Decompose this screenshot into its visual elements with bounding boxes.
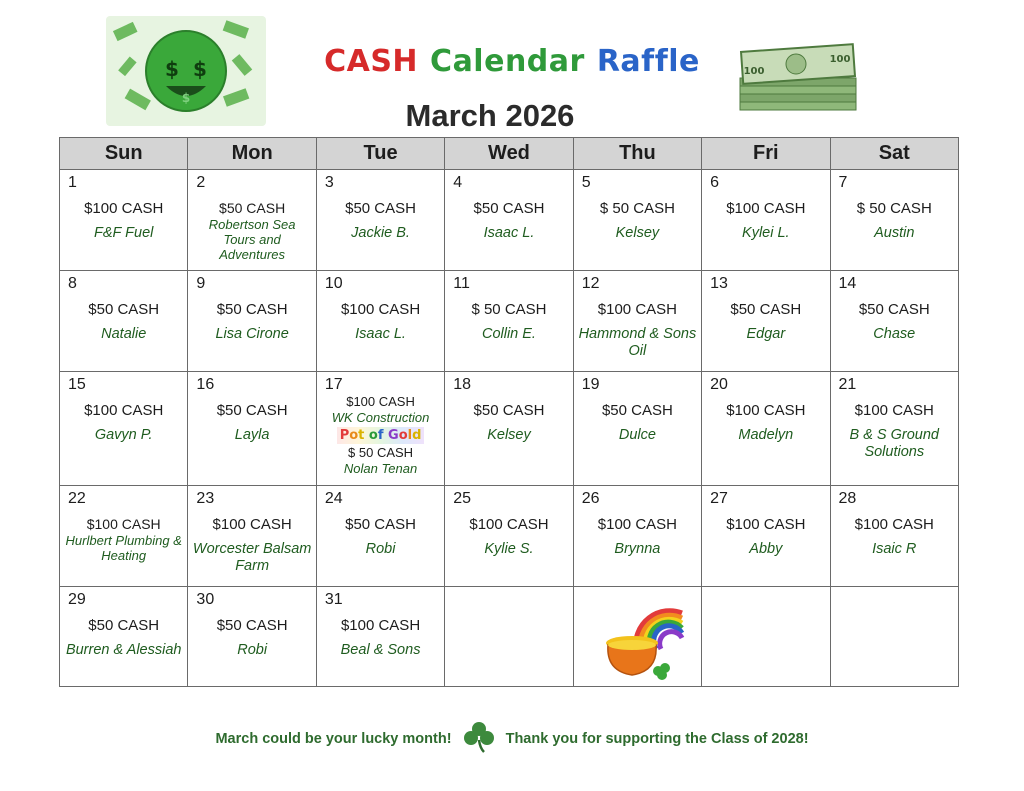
- svg-text:$: $: [181, 91, 191, 105]
- winner-name: Hurlbert Plumbing & Heating: [65, 533, 182, 563]
- day-number: 23: [196, 490, 215, 507]
- winner-name: Natalie: [101, 326, 147, 342]
- winner-name: Madelyn: [738, 427, 794, 443]
- winner-name: Isaac L.: [355, 326, 406, 342]
- prize-amount: $100 CASH: [726, 402, 806, 419]
- day-cell-1: [60, 170, 188, 271]
- prize-amount: $50 CASH: [601, 402, 673, 419]
- prize-amount: $ 50 CASH: [471, 301, 547, 318]
- prize-amount: $100 CASH: [597, 516, 677, 533]
- prize-amount: $100 CASH: [84, 402, 164, 419]
- day-number: 9: [196, 275, 206, 292]
- prize-amount: $100 CASH: [469, 516, 549, 533]
- month-title: March 2026: [405, 98, 575, 133]
- footer-thanks-text: Thank you for supporting the Class of 2028!: [505, 731, 809, 747]
- day-cell-28: [830, 486, 958, 587]
- winner-name: Lisa Cirone: [215, 326, 289, 342]
- winner-name: Isaac L.: [483, 225, 535, 241]
- day-cell-7: [830, 170, 958, 271]
- day-number: 14: [838, 275, 857, 292]
- empty-cell: [702, 587, 830, 687]
- prize-amount: $50 CASH: [219, 200, 286, 216]
- svg-text:$: $: [193, 57, 207, 81]
- winner-name: Kelsey: [487, 427, 531, 443]
- day-cell-31: [316, 587, 444, 687]
- prize-amount: $100 CASH: [84, 200, 164, 217]
- day-cell-17: [316, 372, 444, 486]
- prize-amount: $50 CASH: [345, 516, 416, 533]
- prize-amount: $50 CASH: [216, 301, 288, 318]
- pot-of-gold-rainbow-icon: [596, 591, 688, 683]
- bonus-prize-amount: $ 50 CASH: [348, 445, 414, 460]
- prize-amount: $100 CASH: [597, 301, 677, 318]
- calendar-grid: [59, 137, 959, 687]
- day-number: 12: [581, 275, 600, 292]
- shamrock-icon: [462, 720, 496, 758]
- winner-name: Hammond & Sons Oil: [578, 326, 697, 359]
- day-cell-21: [830, 372, 958, 486]
- winner-name: Kelsey: [615, 225, 660, 241]
- prize-amount: $100 CASH: [86, 516, 161, 532]
- winner-name: F&F Fuel: [94, 225, 154, 241]
- weekday-fri: Fri: [702, 138, 830, 170]
- empty-cell: [830, 587, 958, 687]
- prize-amount: $50 CASH: [730, 301, 802, 318]
- winner-name: Gavyn P.: [94, 427, 153, 443]
- winner-name: Brynna: [614, 541, 661, 557]
- day-cell-8: [60, 271, 188, 372]
- day-cell-10: [316, 271, 444, 372]
- day-cell-25: [445, 486, 573, 587]
- day-cell-13: [702, 271, 830, 372]
- day-cell-12: [573, 271, 701, 372]
- weekday-thu: Thu: [573, 138, 701, 170]
- day-number: 5: [581, 174, 591, 191]
- day-cell-20: [702, 372, 830, 486]
- day-number: 17: [324, 376, 343, 393]
- prize-amount: $50 CASH: [473, 200, 545, 217]
- title-cash: CASH: [324, 44, 419, 79]
- prize-amount: $100 CASH: [726, 200, 806, 217]
- day-cell-5: [573, 170, 701, 271]
- winner-name: Chase: [873, 326, 916, 342]
- day-cell-11: [445, 271, 573, 372]
- day-cell-16: [188, 372, 316, 486]
- prize-amount: $ 50 CASH: [856, 200, 932, 217]
- day-number: 2: [196, 174, 206, 191]
- svg-text:100: 100: [743, 66, 765, 77]
- day-cell-4: [445, 170, 573, 271]
- winner-name: Jackie B.: [351, 225, 410, 241]
- day-number: 29: [68, 591, 86, 608]
- title-calendar: Calendar: [430, 44, 585, 79]
- day-number: 21: [838, 376, 857, 393]
- winner-name: Edgar: [746, 326, 786, 342]
- week-row-1: [60, 170, 959, 271]
- winner-name: Kylie S.: [484, 541, 534, 557]
- day-number: 8: [68, 275, 77, 292]
- prize-amount: $ 50 CASH: [599, 200, 675, 217]
- title-raffle: Raffle: [596, 44, 700, 79]
- weekday-sun: Sun: [60, 138, 188, 170]
- day-cell-14: [830, 271, 958, 372]
- day-number: 16: [196, 376, 215, 393]
- day-cell-3: [316, 170, 444, 271]
- weekday-header-row: [60, 138, 959, 170]
- weekday-tue: Tue: [316, 138, 444, 170]
- day-cell-2: [188, 170, 316, 271]
- empty-cell-pot-of-gold: [573, 587, 701, 687]
- winner-name: B & S Ground Solutions: [849, 427, 939, 460]
- day-number: 7: [838, 174, 848, 191]
- winner-name: Robi: [365, 541, 396, 557]
- winner-name: WK Construction: [331, 410, 430, 425]
- svg-text:$: $: [165, 57, 179, 81]
- day-cell-19: [573, 372, 701, 486]
- prize-amount: $50 CASH: [216, 402, 288, 419]
- day-cell-27: [702, 486, 830, 587]
- day-cell-6: [702, 170, 830, 271]
- prize-amount: $50 CASH: [858, 301, 930, 318]
- day-number: 13: [710, 275, 728, 292]
- day-number: 30: [196, 591, 215, 608]
- weekday-sat: Sat: [830, 138, 958, 170]
- week-row-4: [60, 486, 959, 587]
- winner-name: Robi: [237, 642, 268, 658]
- day-number: 10: [324, 275, 343, 292]
- prize-amount: $50 CASH: [473, 402, 545, 419]
- winner-name: Dulce: [618, 427, 656, 443]
- bonus-winner-name: Nolan Tenan: [343, 461, 418, 476]
- day-number: 26: [581, 490, 600, 507]
- prize-amount: $50 CASH: [88, 617, 160, 634]
- prize-amount: $50 CASH: [345, 200, 416, 217]
- prize-amount: $100 CASH: [854, 402, 934, 419]
- winner-name: Isaic R: [872, 541, 917, 557]
- day-cell-18: [445, 372, 573, 486]
- day-number: 15: [68, 376, 86, 393]
- day-number: 6: [710, 174, 720, 191]
- day-number: 20: [710, 376, 728, 393]
- day-cell-15: [60, 372, 188, 486]
- winner-name: Robertson Sea Tours and Adventures: [208, 217, 296, 262]
- weekday-mon: Mon: [188, 138, 316, 170]
- day-number: 4: [453, 174, 463, 191]
- prize-amount: $50 CASH: [88, 301, 160, 318]
- winner-name: Abby: [749, 541, 783, 557]
- prize-amount: $100 CASH: [212, 516, 292, 533]
- day-cell-24: [316, 486, 444, 587]
- day-number: 25: [453, 490, 472, 507]
- pot-of-gold-label: Pot of Gold: [337, 427, 425, 444]
- winner-name: Kylei L.: [742, 225, 790, 241]
- day-number: 3: [324, 174, 334, 191]
- week-row-5: [60, 587, 959, 687]
- day-number: 19: [581, 376, 600, 393]
- day-cell-22: [60, 486, 188, 587]
- winner-name: Beal & Sons: [340, 642, 421, 658]
- day-number: 11: [453, 275, 470, 292]
- day-number: 28: [838, 490, 857, 507]
- footer: [0, 720, 1024, 758]
- winner-name: Collin E.: [481, 326, 536, 342]
- day-number: 22: [68, 490, 86, 507]
- day-cell-9: [188, 271, 316, 372]
- prize-amount: $50 CASH: [216, 617, 288, 634]
- day-number: 31: [324, 591, 343, 608]
- week-row-3: [60, 372, 959, 486]
- day-number: 24: [324, 490, 343, 507]
- day-number: 27: [710, 490, 728, 507]
- day-cell-29: [60, 587, 188, 687]
- footer-lucky-text: March could be your lucky month!: [215, 731, 452, 747]
- day-number: 18: [453, 376, 472, 393]
- winner-name: Burren & Alessiah: [65, 642, 182, 658]
- svg-text:100: 100: [829, 54, 851, 65]
- prize-amount: $100 CASH: [854, 516, 934, 533]
- day-number: 1: [68, 174, 77, 191]
- calendar-title: [0, 44, 1024, 79]
- winner-name: Austin: [874, 225, 915, 241]
- day-cell-23: [188, 486, 316, 587]
- day-cell-30: [188, 587, 316, 687]
- prize-amount: $100 CASH: [340, 301, 421, 318]
- winner-name: Layla: [234, 427, 270, 443]
- empty-cell: [445, 587, 573, 687]
- prize-amount: $100 CASH: [726, 516, 806, 533]
- prize-amount: $100 CASH: [340, 617, 421, 634]
- week-row-2: [60, 271, 959, 372]
- prize-amount: $100 CASH: [346, 394, 415, 409]
- day-cell-26: [573, 486, 701, 587]
- weekday-wed: Wed: [445, 138, 573, 170]
- winner-name: Worcester Balsam Farm: [192, 541, 312, 574]
